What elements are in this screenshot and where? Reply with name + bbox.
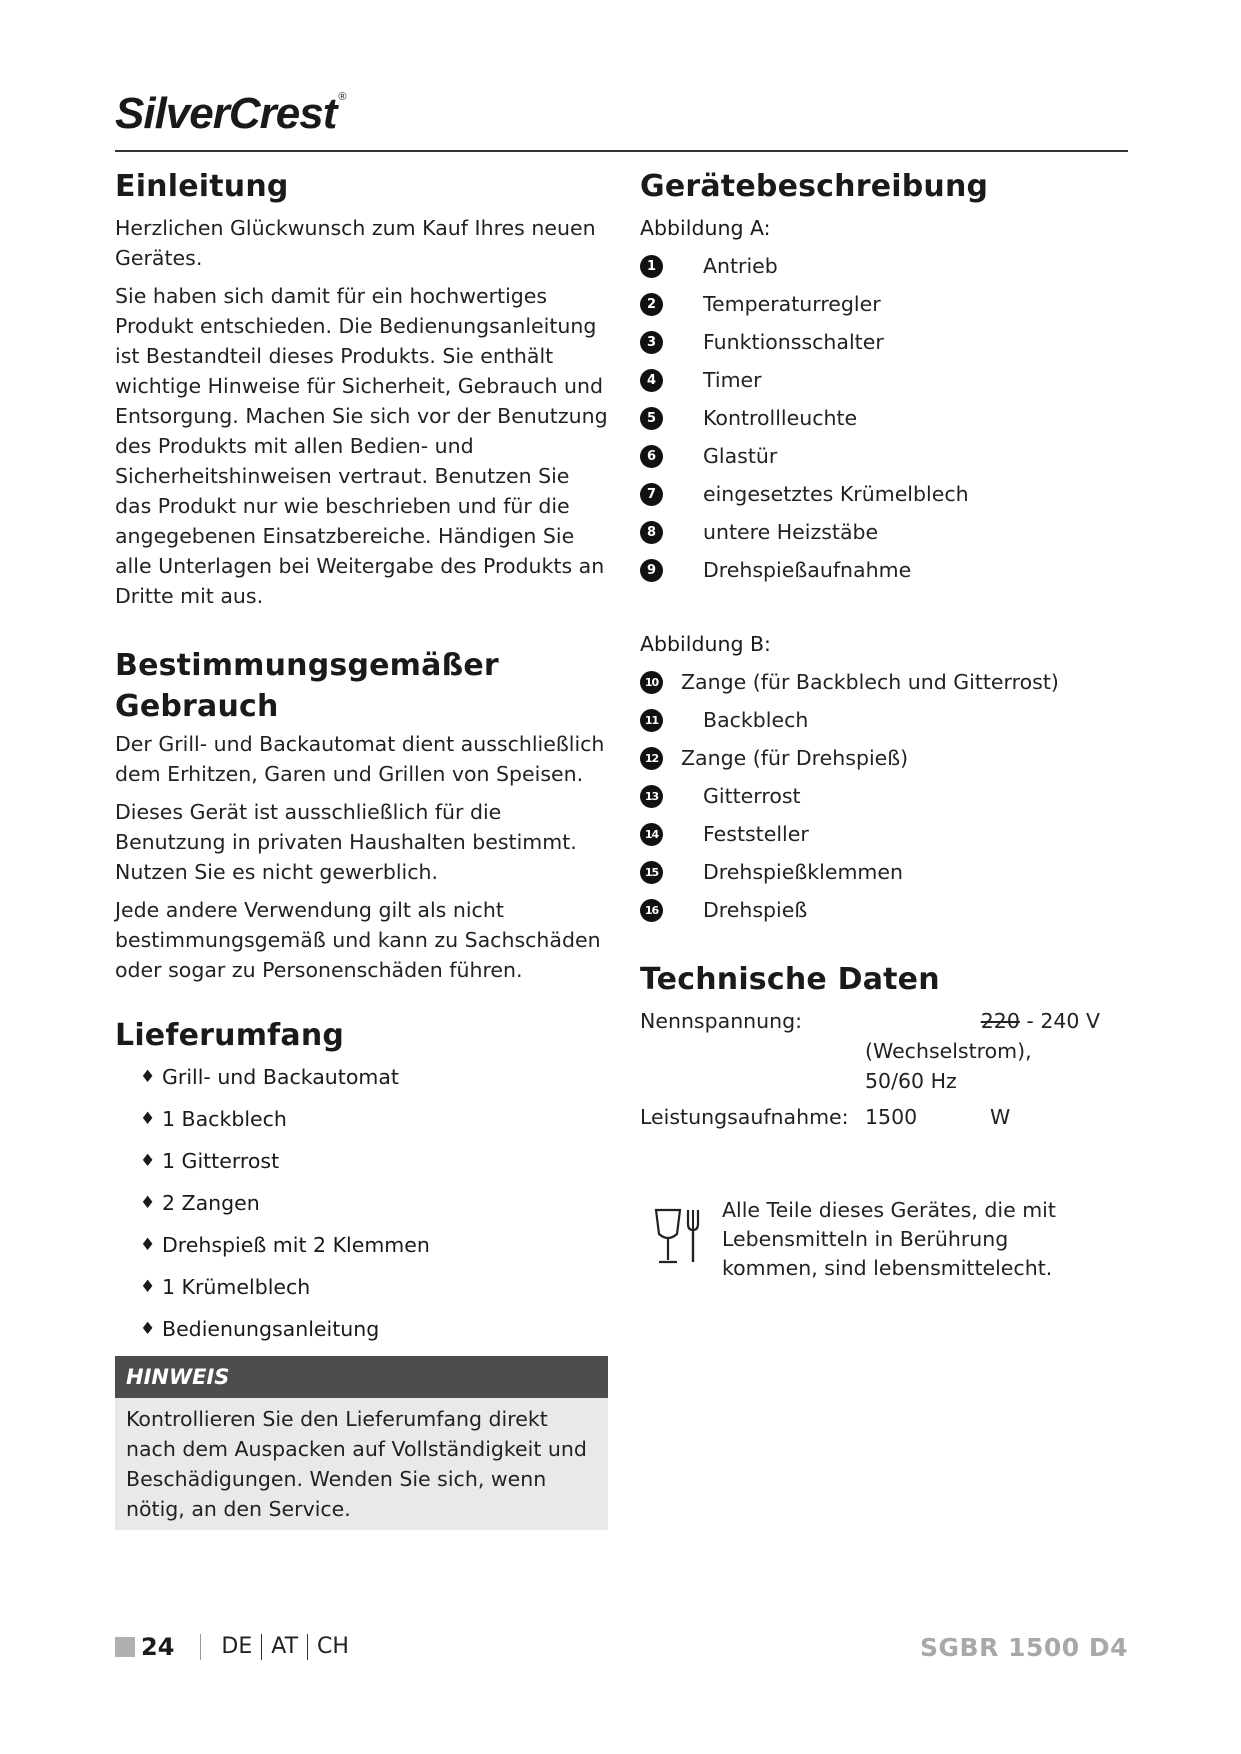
bullet-diamond-icon: ♦ [140, 1067, 156, 1087]
part-number-badge: 4 [640, 369, 663, 392]
list-item: 1 Antrieb [640, 247, 1130, 285]
list-item: 3 Funktionsschalter [640, 323, 1130, 361]
usage-paragraph-1: Der Grill- und Backautomat dient ausschließlich dem Erhitzen, Garen und Grillen von Speisen. [115, 732, 605, 786]
usage-paragraph-2: Dieses Gerät ist ausschließlich für die Benutzung in privaten Haushalten bestimmt. Nutzen Sie es nicht gewerblich. [115, 800, 577, 884]
usage-paragraph-3: Jede andere Verwendung gilt als nicht bestimmungsgemäß und kann zu Sachschäden oder sogar zu Personenschäden führen. [115, 898, 601, 982]
list-item: 14 Feststeller [640, 815, 1130, 853]
part-number-badge: 3 [640, 331, 663, 354]
part-number-badge: 9 [640, 559, 663, 582]
page-footer [115, 1630, 1128, 1664]
scope-list [115, 1062, 610, 1344]
voltage-key: Nennspannung: [640, 1009, 803, 1033]
usage-title-line2: Gebrauch [115, 689, 279, 724]
part-number-badge: 7 [640, 483, 663, 506]
list-item: ♦ Bedienungsanleitung [115, 1314, 610, 1344]
power-key: Leistungsaufnahme: [640, 1105, 849, 1129]
list-item: 10 Zange (für Backblech und Gitterrost) [640, 663, 1130, 701]
list-item: 6 Glastür [640, 437, 1130, 475]
voltage-value [865, 1006, 1100, 1096]
part-number-badge: 10 [640, 671, 663, 694]
list-item: ♦ 1 Krümelblech [115, 1272, 610, 1302]
right-column [640, 166, 1130, 1283]
part-number-badge: 12 [640, 747, 663, 770]
power-unit: W [990, 1105, 1011, 1129]
voltage-rest: - 240 V [1019, 1009, 1100, 1033]
list-item: ♦ Drehspieß mit 2 Klemmen [115, 1230, 610, 1260]
food-safe-glass-fork-icon [650, 1206, 710, 1268]
footer-divider [200, 1634, 201, 1660]
list-item: 12 Zange (für Drehspieß) [640, 739, 1130, 777]
voltage-line3: 50/60 Hz [865, 1069, 957, 1093]
language-codes: DE AT CH [221, 1634, 349, 1659]
part-number-badge: 6 [640, 445, 663, 468]
list-item: 5 Kontrollleuchte [640, 399, 1130, 437]
bullet-diamond-icon: ♦ [140, 1319, 156, 1339]
intro-title: Einleitung [115, 169, 289, 204]
list-item: ♦ Grill- und Backautomat [115, 1062, 610, 1092]
voltage-strike: 220 [980, 1009, 1020, 1033]
bullet-diamond-icon: ♦ [140, 1151, 156, 1171]
part-number-badge: 14 [640, 823, 663, 846]
header-rule [115, 150, 1128, 152]
power-value: 1500 [865, 1105, 918, 1129]
food-safe-text: Alle Teile dieses Gerätes, die mit Lebensmitteln in Berührung kommen, sind lebensmittelecht. [722, 1198, 1056, 1280]
part-number-badge: 5 [640, 407, 663, 430]
brand-logo [115, 89, 346, 138]
food-safe-note [640, 1196, 1130, 1283]
usage-title-line1: Bestimmungsgemäßer [115, 648, 499, 683]
footer-square-icon [115, 1637, 135, 1657]
note-box [115, 1356, 608, 1530]
list-item: 16 Drehspieß [640, 891, 1130, 929]
list-item: 7 eingesetztes Krümelblech [640, 475, 1130, 513]
list-item: 2 Temperaturregler [640, 285, 1130, 323]
bullet-diamond-icon: ♦ [140, 1235, 156, 1255]
page-number: 24 [141, 1633, 175, 1661]
list-item: 4 Timer [640, 361, 1130, 399]
list-item: 11 Backblech [640, 701, 1130, 739]
tech-title: Technische Daten [640, 962, 940, 997]
part-number-badge: 2 [640, 293, 663, 316]
brand-name: SilverCrest [115, 89, 337, 138]
scope-section [115, 1015, 610, 1530]
figure-b-label: Abbildung B: [640, 632, 771, 656]
list-item: 15 Drehspießklemmen [640, 853, 1130, 891]
usage-section [115, 645, 610, 985]
list-item: 13 Gitterrost [640, 777, 1130, 815]
bullet-diamond-icon: ♦ [140, 1193, 156, 1213]
intro-paragraph-2: Sie haben sich damit für ein hochwertiges Produkt entschieden. Die Bedienungsanleitung ist Bestandteil dieses Produkts. Sie enthält wichtige Hinweise für Sicherheit, Gebrauch und Entsorgung. Machen Sie sich vor der Benutzung des Produkts mit allen Bedien- und Sicherheitshinweisen vertraut. Benutzen Sie das Produkt nur wie beschrieben und für die angegebenen Einsatzbereiche. Händigen Sie alle Unterlagen bei Weitergabe des Produkts an Dritte mit aus. [115, 284, 608, 608]
left-column [115, 166, 610, 1530]
tech-section [640, 959, 1130, 1132]
model-number: SGBR 1500 D4 [920, 1632, 1128, 1662]
list-item: 8 untere Heizstäbe [640, 513, 1130, 551]
part-number-badge: 13 [640, 785, 663, 808]
voltage-line2: (Wechselstrom), [865, 1039, 1032, 1063]
note-label: HINWEIS [115, 1356, 608, 1398]
bullet-diamond-icon: ♦ [140, 1277, 156, 1297]
voltage-row [640, 1006, 1130, 1096]
list-item: ♦ 1 Backblech [115, 1104, 610, 1134]
part-number-badge: 8 [640, 521, 663, 544]
bullet-diamond-icon: ♦ [140, 1109, 156, 1129]
description-title: Gerätebeschreibung [640, 169, 989, 204]
figure-a-parts [640, 247, 1130, 589]
figure-a-label: Abbildung A: [640, 216, 771, 240]
list-item: ♦ 1 Gitterrost [115, 1146, 610, 1176]
note-text: Kontrollieren Sie den Lieferumfang direkt nach dem Auspacken auf Vollständigkeit und Beschädigungen. Wenden Sie sich, wenn nötig, an den Service. [126, 1407, 587, 1521]
list-item: 9 Drehspießaufnahme [640, 551, 1130, 589]
power-row [640, 1102, 1130, 1132]
part-number-badge: 11 [640, 709, 663, 732]
part-number-badge: 15 [640, 861, 663, 884]
usage-title [115, 645, 610, 727]
intro-paragraph-1: Herzlichen Glückwunsch zum Kauf Ihres neuen Gerätes. [115, 216, 596, 270]
list-item: ♦ 2 Zangen [115, 1188, 610, 1218]
registered-mark: ® [338, 91, 346, 103]
part-number-badge: 1 [640, 255, 663, 278]
part-number-badge: 16 [640, 899, 663, 922]
figure-b-parts [640, 663, 1130, 929]
scope-title: Lieferumfang [115, 1018, 345, 1053]
